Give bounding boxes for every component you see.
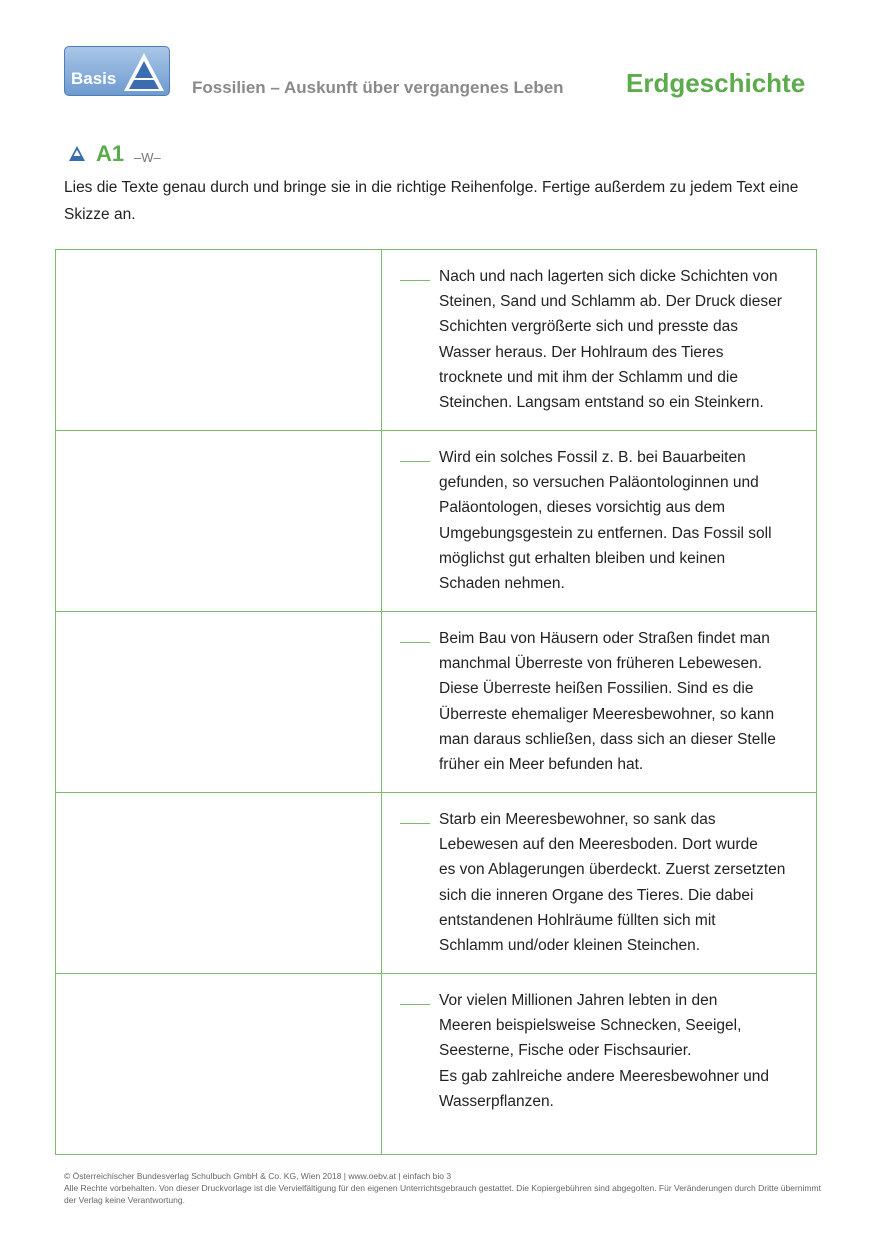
order-number-blank[interactable] <box>400 642 430 643</box>
order-number-blank[interactable] <box>400 461 430 462</box>
text-cell <box>382 431 817 612</box>
text-cell <box>382 974 817 1155</box>
text-cell <box>382 250 817 431</box>
sketch-area[interactable] <box>56 250 382 431</box>
table-row <box>56 974 817 1155</box>
order-number-blank[interactable] <box>400 823 430 824</box>
sketch-area[interactable] <box>56 431 382 612</box>
card-text: Vor vielen Millionen Jahren lebten in den Meeren beispielsweise Schnecken, Seeigel, Seesterne, Fische oder Fischsaurier. Es gab zahlreiche andere Meeresbewohner und Wasserpflanzen. <box>439 992 770 1110</box>
sketch-area[interactable] <box>56 612 382 793</box>
worksheet-subject: Fossilien – Auskunft über vergangenes Leben <box>192 78 564 97</box>
chapter-title: Erdgeschichte <box>626 68 806 98</box>
footer-copyright-line: © Österreichischer Bundesverlag Schulbuch GmbH & Co. KG, Wien 2018 | www.oebv.at | einfach bio 3 <box>64 1171 452 1181</box>
text-cell <box>382 612 817 793</box>
table-row <box>56 612 817 793</box>
order-number-blank[interactable] <box>400 1004 430 1005</box>
task-number: A1 <box>96 141 125 166</box>
card-text: Beim Bau von Häusern oder Straßen findet man manchmal Überreste von früheren Lebewesen. Diese Überreste heißen Fossilien. Sind es die Überreste ehemaliger Meeresbewohner, so kann man daraus schließen, dass sich an dieser Stelle früher ein Meer befunden hat. <box>439 630 776 774</box>
copyright-footer <box>64 1170 824 1206</box>
difficulty-pyramid-icon <box>68 145 86 162</box>
basis-logo <box>64 46 170 96</box>
card-text: Wird ein solches Fossil z. B. bei Bauarbeiten gefunden, so versuchen Paläontologinnen und Paläontologen, dieses vorsichtig aus dem Umgebungsgestein zu entfernen. Das Fossil soll möglichst gut erhalten bleiben und keinen Schaden nehmen. <box>439 449 772 593</box>
footer-rights-line: Alle Rechte vorbehalten. Von dieser Druckvorlage ist die Vervielfältigung für den eigenen Unterrichtsgebrauch gestattet. Die Kopiergebühren sind abgegolten. Für Veränderungen durch Dritte übernimmt der Verlag keine Verantwortung. <box>64 1183 821 1205</box>
table-row <box>56 793 817 974</box>
table-row <box>56 250 817 431</box>
logo-label: Basis <box>71 69 117 88</box>
task-instructions: Lies die Texte genau durch und bringe sie in die richtige Reihenfolge. Fertige außerdem zu jedem Text eine Skizze an. <box>64 179 799 223</box>
sketch-area[interactable] <box>56 793 382 974</box>
task-type: –W– <box>134 150 161 165</box>
table-row <box>56 431 817 612</box>
ordering-table <box>55 249 817 1155</box>
order-number-blank[interactable] <box>400 280 430 281</box>
text-cell <box>382 793 817 974</box>
pyramid-icon <box>122 51 166 93</box>
card-text: Nach und nach lagerten sich dicke Schichten von Steinen, Sand und Schlamm ab. Der Druck dieser Schichten vergrößerte sich und presste das Wasser heraus. Der Hohlraum des Tieres trocknete und mit ihm der Schlamm und die Steinchen. Langsam entstand so ein Steinkern. <box>439 268 782 412</box>
sketch-area[interactable] <box>56 974 382 1155</box>
card-text: Starb ein Meeresbewohner, so sank das Lebewesen auf den Meeresboden. Dort wurde es von Ablagerungen überdeckt. Zuerst zersetzten sich die inneren Organe des Tieres. Die dabei entstandenen Hohlräume füllten sich mit Schlamm und/oder kleinen Steinchen. <box>439 811 786 955</box>
